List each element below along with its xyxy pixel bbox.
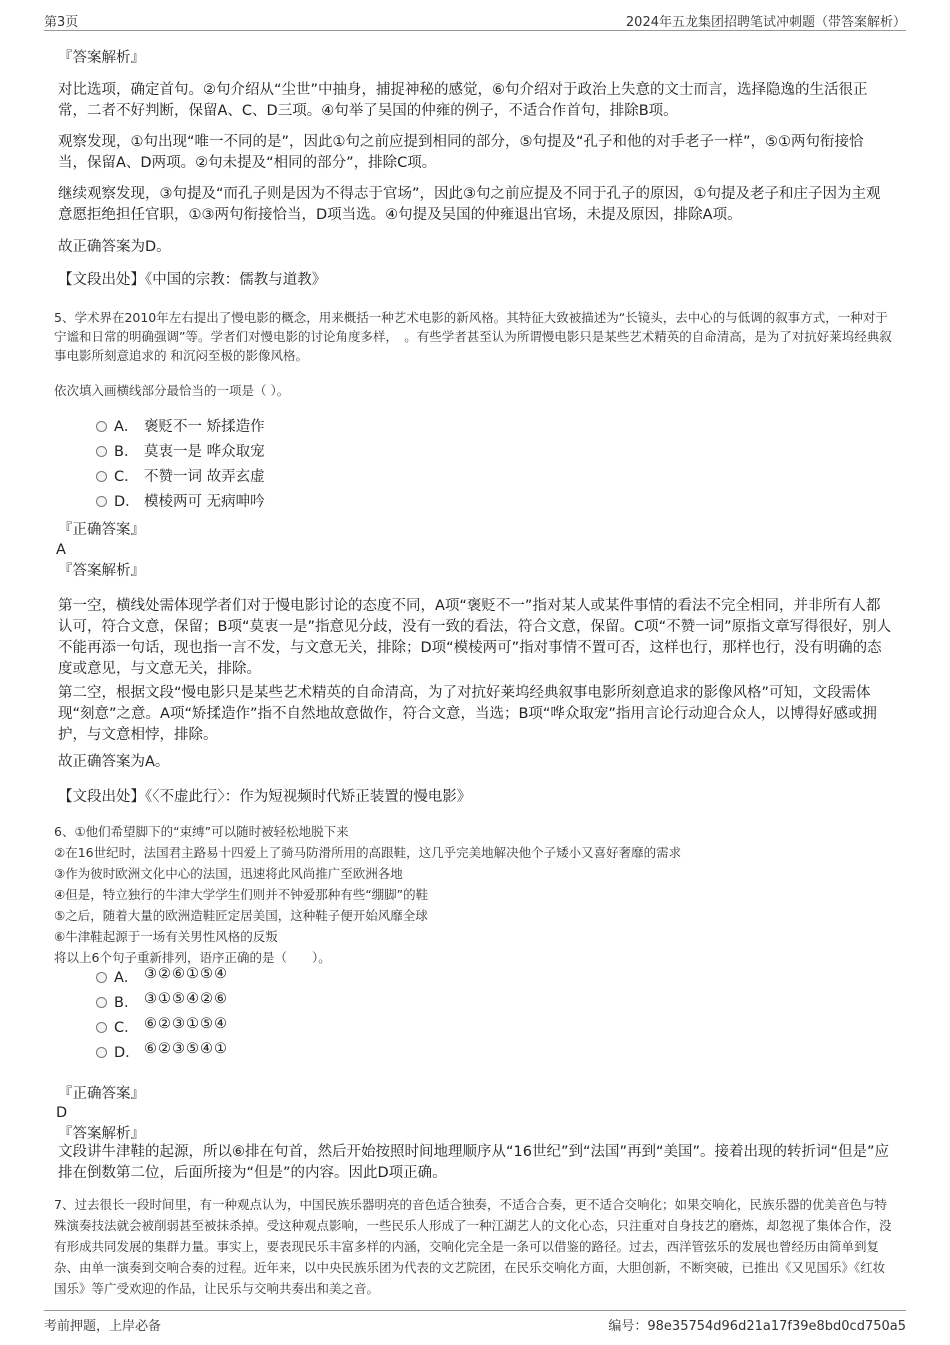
q6-analysis-tag: 『答案解析』 — [58, 1126, 145, 1142]
q6-answer: D — [56, 1105, 68, 1121]
radio-button[interactable] — [96, 1047, 107, 1058]
q5-analysis-tag: 『答案解析』 — [58, 563, 145, 579]
q4-analysis-para-3: 继续观察发现，③句提及“而孔子则是因为不得志于官场”，因此③句之前应提及不同于孔子的原因，①句提及老子和庄子因为主观意愿拒绝担任官职，①③两句衔接恰当，D项当选。④句提及吴国的仲雍退出官场，未提及原因，排除A项。 — [58, 186, 881, 223]
radio-button[interactable] — [96, 997, 107, 1008]
q4-source: 【文段出处】《中国的宗教：儒教与道教》 — [58, 272, 327, 288]
q4-analysis-para-2: 观察发现，①句出现“唯一不同的是”，因此①句之前应提到相同的部分，⑤句提及“孔子和他的对手老子一样”，⑤①两句衔接恰当，保留A、D两项。②句未提及“相同的部分”，排除C项。 — [58, 134, 864, 171]
q5-analysis-para-1: 第一空，横线处需体现学者们对于慢电影讨论的态度不同，A项“褒贬不一”指对某人或某件事情的看法不完全相同，并非所有人都认可，符合文意，保留；B项“莫衷一是”指意见分歧，没有一致的看法，符合文意，保留。C项“不赞一词”原指文章写得很好，别人不能再添一句话，现也指一言不发，与文意无关，排除；D项“模棱两可”指对事情不置可否，这样也行，那样也行，没有明确的态度或意见，与文意无关，排除。 — [58, 598, 892, 677]
q5-analysis-para-2: 第二空，根据文段“慢电影只是某些艺术精英的自命清高，为了对抗好莱坞经典叙事电影所刻意追求的影像风格”可知，文段需体现“刻意”之意。A项“矫揉造作”指不自然地故意做作，符合文意，当选；B项“哗众取宠”指用言论行动迎合众人，以博得好感或拥护，与文意相悖，排除。 — [58, 685, 877, 743]
page-footer — [44, 1310, 906, 1335]
footer-slogan: 考前押题，上岸必备 — [44, 1319, 162, 1334]
q5-stem: 5、学术界在2010年左右提出了慢电影的概念，用来概括一种艺术电影的新风格。其特征大致被描述为“长镜头，去中心的与低调的叙事方式，一种对于宁谧和日常的明确强调”等。学者们对慢电影的讨论角度多样， 。有些学者甚至认为所谓慢电影只是某些艺术精英的自命清高，是为了对抗好莱坞经典叙事电影所刻意追求的 和沉闷至极的影像风格。 — [54, 310, 892, 363]
q6-analysis: 文段讲牛津鞋的起源，所以⑥排在句首，然后开始按照时间地理顺序从“16世纪”到“法国”再到“美国”。接着出现的转折词“但是”应排在倒数第二位，后面所接为“但是”的内容。因此D项正确。 — [58, 1144, 890, 1181]
q5-answer: A — [56, 542, 66, 558]
q5-answer-tag: 『正确答案』 — [58, 522, 145, 538]
q6-sentences: 6、①他们希望脚下的“束缚”可以随时被轻松地脱下来 ②在16世纪时，法国君主路易十四爱上了骑马防滑所用的高跟鞋，这几乎完美地解决他个子矮小又喜好奢靡的需求 ③作为彼时欧洲文化中心的法国，迅速将此风尚推广至欧洲各地 ④但是，特立独行的牛津大学学生们则并不钟爱那种有些“绷脚”的鞋 ⑤之后，随着大量的欧洲造鞋匠定居美国，这种鞋子便开始风靡全球 ⑥牛津鞋起源于一场有关男性风格的反叛 将以上6个句子重新排列，语序正确的是（ ）。 — [54, 824, 682, 965]
page-number: 第3页 — [44, 15, 79, 30]
radio-button[interactable] — [96, 972, 107, 983]
radio-button[interactable] — [96, 471, 107, 482]
q5-source: 【文段出处】《〈不虚此行〉：作为短视频时代矫正装置的慢电影》 — [58, 789, 472, 805]
radio-button[interactable] — [96, 1022, 107, 1033]
radio-button[interactable] — [96, 496, 107, 507]
radio-button[interactable] — [96, 421, 107, 432]
q5-prompt: 依次填入画横线部分最恰当的一项是（ ）。 — [54, 383, 290, 398]
q4-conclusion: 故正确答案为D。 — [58, 239, 171, 255]
q5-conclusion: 故正确答案为A。 — [58, 754, 170, 770]
q4-analysis-tag: 『答案解析』 — [58, 50, 145, 66]
q4-analysis-para-1: 对比选项，确定首句。②句介绍从“尘世”中抽身，捕捉神秘的感觉，⑥句介绍对于政治上失意的文士而言，选择隐逸的生活很正常，二者不好判断，保留A、C、D三项。④句举了吴国的仲雍的例子，不适合作首句，排除B项。 — [58, 82, 868, 119]
q6-answer-tag: 『正确答案』 — [58, 1086, 145, 1102]
q7-stem: 7、过去很长一段时间里，有一种观点认为，中国民族乐器明亮的音色适合独奏，不适合合奏，更不适合交响化；如果交响化，民族乐器的优美音色与特殊演奏技法就会被削弱甚至被抹杀掉。受这种观点影响，一些民乐人形成了一种江湖艺人的文化心态，只注重对自身技艺的磨炼，却忽视了集体合作，没有形成共同发展的集群力量。事实上，要表现民乐丰富多样的内涵，交响化完全是一条可以借鉴的路径。过去，西洋管弦乐的发展也曾经历由简单到复杂、由单一演奏到交响合奏的过程。近年来，以中央民族乐团为代表的文艺院团，在民乐交响化方面，大胆创新，不断突破，已推出《又见国乐》《红妆国乐》等广受欢迎的作品，让民乐与交响共奏出和美之音。 — [54, 1197, 892, 1296]
radio-button[interactable] — [96, 446, 107, 457]
footer-code: 编号：98e35754d96d21a17f39e8bd0cd750a5 — [608, 1319, 906, 1334]
document-title: 2024年五龙集团招聘笔试冲刺题（带答案解析） — [625, 15, 906, 30]
page-header — [44, 8, 906, 31]
